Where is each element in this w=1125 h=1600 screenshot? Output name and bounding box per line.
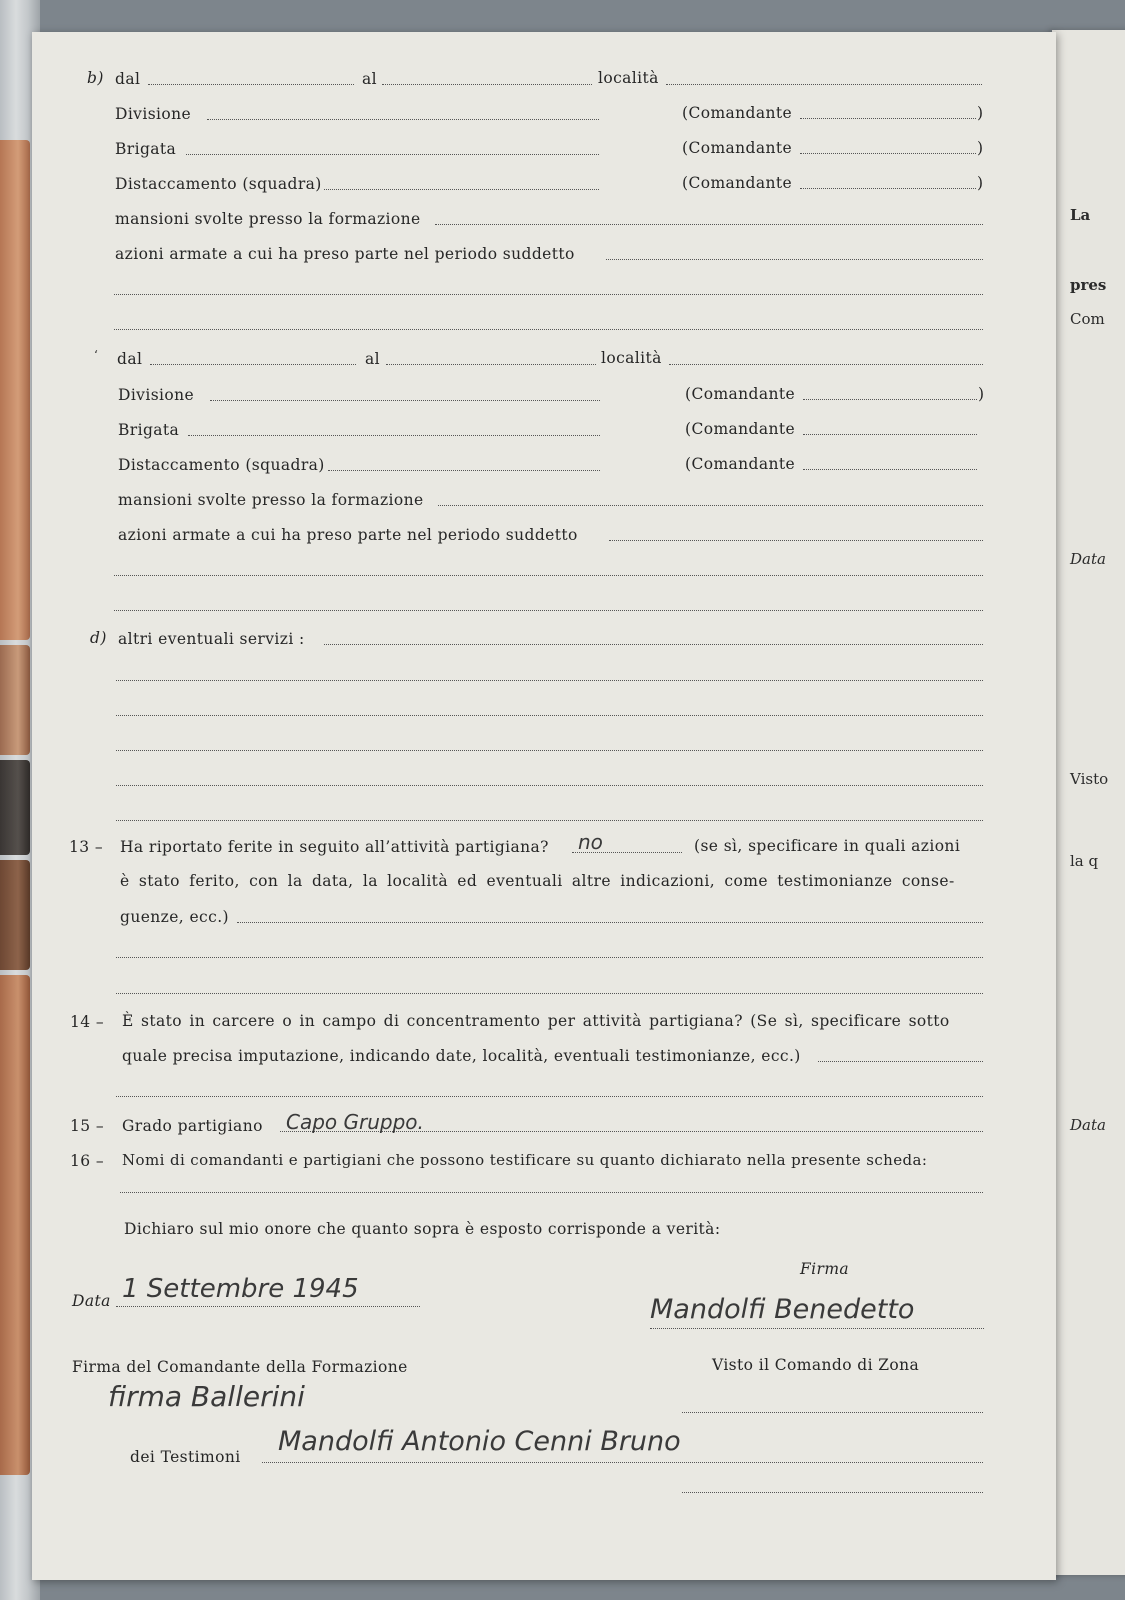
blank-line[interactable] [116, 957, 983, 958]
testimoni-signatures: Mandolfi Antonio Cenni Bruno [278, 1426, 681, 1457]
field-al[interactable] [386, 364, 596, 365]
close-paren: ) [977, 174, 984, 192]
field-azioni[interactable] [606, 259, 983, 260]
question-text: Nomi di comandanti e partigiani che possono testificare su quanto dichiarato nella presente scheda: [122, 1151, 928, 1169]
blank-line[interactable] [116, 715, 983, 716]
blank-line[interactable] [682, 1492, 983, 1493]
question-text: è stato ferito, con la data, la località ed eventuali altre indicazioni, come testimonianze conse- [120, 872, 955, 890]
blank-line[interactable] [116, 820, 983, 821]
field-divisione[interactable] [207, 119, 599, 120]
field-distaccamento[interactable] [328, 470, 600, 471]
binding-cord [0, 645, 30, 755]
field-dal[interactable] [150, 364, 356, 365]
field-comandante[interactable] [803, 399, 977, 400]
field-comando-zona[interactable] [682, 1412, 983, 1413]
field-distaccamento[interactable] [324, 189, 599, 190]
label-al: al [365, 350, 380, 368]
field-comandante[interactable] [803, 434, 977, 435]
page2-fragment: La [1070, 206, 1091, 224]
question-text: Ha riportato ferite in seguito all’attività partigiana? [120, 838, 549, 856]
label-distaccamento: Distaccamento (squadra) [115, 175, 322, 193]
label-mansioni: mansioni svolte presso la formazione [118, 491, 424, 509]
section-marker: b) [87, 69, 104, 87]
question-text: È stato in carcere o in campo di concentramento per attività partigiana? (Se sì, specificare sotto [122, 1012, 950, 1030]
field-al[interactable] [382, 84, 592, 85]
blank-line[interactable] [116, 1096, 983, 1097]
blank-line[interactable] [114, 329, 983, 330]
label-divisione: Divisione [118, 386, 195, 404]
handwritten-answer: no [578, 830, 603, 854]
page2-fragment: la q [1070, 852, 1099, 870]
question-number: 15 – [70, 1117, 105, 1135]
blank-line[interactable] [116, 680, 983, 681]
handwritten-date: 1 Settembre 1945 [122, 1274, 359, 1304]
data-label: Data [72, 1292, 111, 1310]
question-text: guenze, ecc.) [120, 908, 229, 926]
binding-cord [0, 860, 30, 970]
label-comandante: (Comandante [685, 420, 796, 438]
label-localita: località [601, 349, 662, 367]
close-paren: ) [977, 139, 984, 157]
label-brigata: Brigata [115, 140, 177, 158]
next-page-edge [1052, 30, 1125, 1575]
label-grado: Grado partigiano [122, 1117, 263, 1135]
field-ferite-details[interactable] [237, 922, 983, 923]
field-brigata[interactable] [186, 154, 599, 155]
label-dal: dal [115, 70, 141, 88]
label-divisione: Divisione [115, 105, 192, 123]
page2-fragment: Visto [1070, 770, 1109, 788]
label-distaccamento: Distaccamento (squadra) [118, 456, 325, 474]
field-comandante[interactable] [800, 188, 976, 189]
comandante-label: Firma del Comandante della Formazione [72, 1358, 408, 1376]
binding-cord [0, 140, 30, 640]
label-al: al [362, 70, 377, 88]
handwritten-answer: Capo Gruppo. [286, 1110, 424, 1134]
field-carcere[interactable] [818, 1061, 983, 1062]
blank-line[interactable] [116, 785, 983, 786]
label-comandante: (Comandante [685, 385, 796, 403]
testimoni-label: dei Testimoni [130, 1448, 241, 1466]
question-text: quale precisa imputazione, indicando date, località, eventuali testimonianze, ecc.) [122, 1047, 801, 1065]
field-data[interactable] [116, 1306, 420, 1307]
field-firma[interactable] [650, 1328, 984, 1329]
field-comandante[interactable] [803, 469, 977, 470]
binding-cord [0, 760, 30, 855]
question-text: (se sì, specificare in quali azioni [694, 837, 961, 855]
label-azioni: azioni armate a cui ha preso parte nel periodo suddetto [118, 526, 578, 544]
label-dal: dal [117, 350, 143, 368]
close-paren: ) [978, 385, 985, 403]
page2-fragment: pres [1070, 276, 1107, 294]
signature: Mandolfi Benedetto [650, 1294, 915, 1325]
field-divisione[interactable] [210, 400, 600, 401]
label-azioni: azioni armate a cui ha preso parte nel periodo suddetto [115, 245, 575, 263]
form-page [32, 32, 1056, 1580]
label-comandante: (Comandante [682, 139, 793, 157]
blank-line[interactable] [116, 993, 983, 994]
declaration-text: Dichiaro sul mio onore che quanto sopra è esposto corrisponde a verità: [124, 1220, 721, 1238]
question-number: 14 – [70, 1013, 105, 1031]
question-number: 13 – [69, 838, 104, 856]
label-brigata: Brigata [118, 421, 180, 439]
field-dal[interactable] [148, 84, 354, 85]
binding-cord [0, 975, 30, 1475]
field-altri-servizi[interactable] [324, 644, 983, 645]
label-comandante: (Comandante [682, 174, 793, 192]
field-mansioni[interactable] [435, 224, 983, 225]
section-marker: ‘ [94, 348, 99, 362]
field-azioni[interactable] [609, 540, 983, 541]
field-testimoni[interactable] [262, 1462, 983, 1463]
question-number: 16 – [70, 1152, 105, 1170]
field-comandante[interactable] [800, 153, 976, 154]
field-mansioni[interactable] [438, 505, 983, 506]
page2-fragment: Data [1070, 550, 1106, 568]
label-localita: località [598, 69, 659, 87]
visto-label: Visto il Comando di Zona [712, 1356, 920, 1374]
field-comandante[interactable] [800, 118, 976, 119]
firma-label: Firma [800, 1260, 850, 1278]
field-localita[interactable] [669, 364, 983, 365]
label-comandante: (Comandante [685, 455, 796, 473]
page2-fragment: Com [1070, 310, 1105, 328]
label-mansioni: mansioni svolte presso la formazione [115, 210, 421, 228]
blank-line[interactable] [114, 610, 983, 611]
blank-line[interactable] [114, 575, 983, 576]
field-brigata[interactable] [188, 435, 600, 436]
field-localita[interactable] [666, 84, 982, 85]
blank-line[interactable] [120, 1192, 983, 1193]
section-marker: d) [90, 629, 107, 647]
label-altri-servizi: altri eventuali servizi : [118, 630, 305, 648]
blank-line[interactable] [116, 750, 983, 751]
page2-fragment: Data [1070, 1116, 1106, 1134]
comandante-signature: firma Ballerini [108, 1380, 305, 1413]
close-paren: ) [977, 104, 984, 122]
blank-line[interactable] [114, 294, 983, 295]
label-comandante: (Comandante [682, 104, 793, 122]
